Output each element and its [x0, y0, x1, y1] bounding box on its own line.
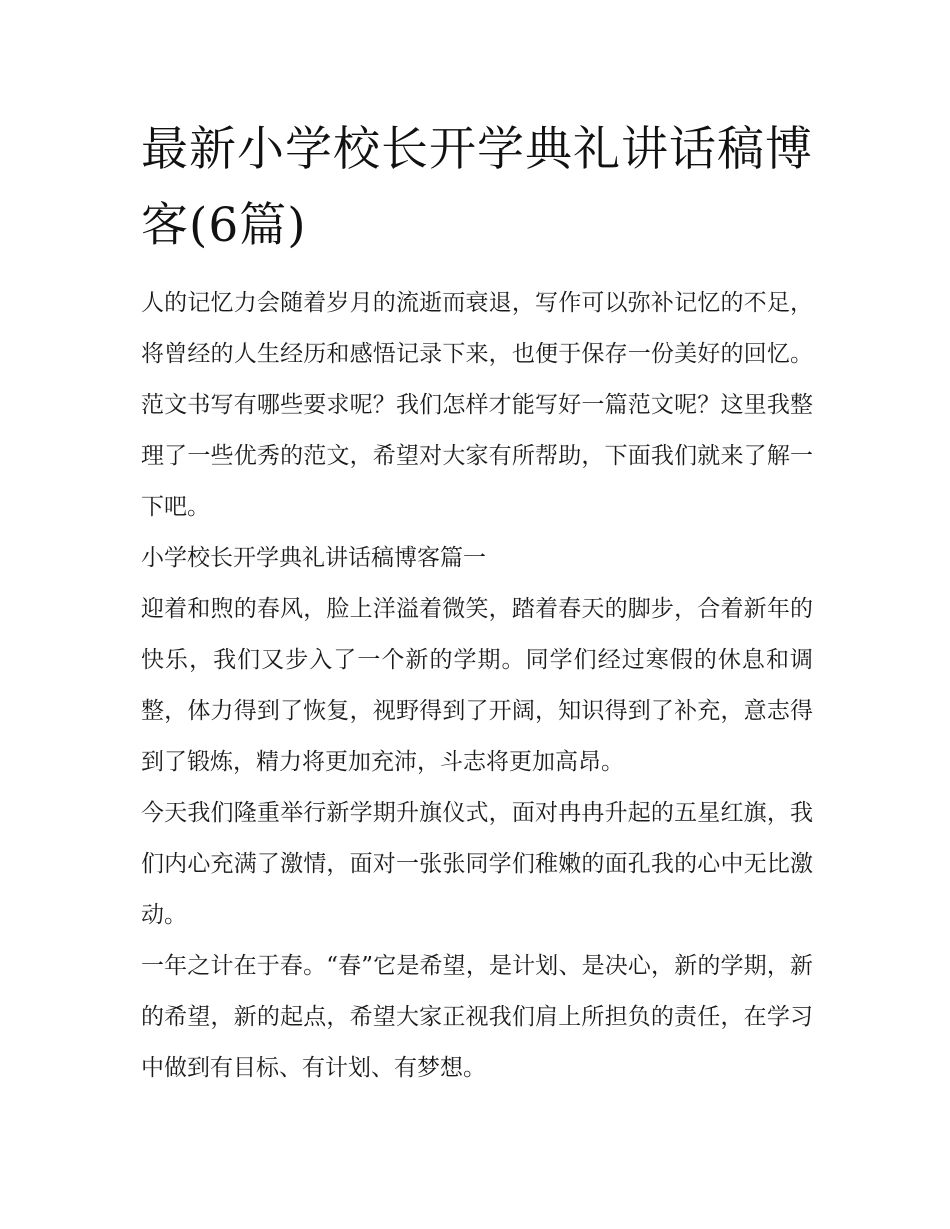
section-heading: 小学校长开学典礼讲话稿博客篇一: [141, 545, 486, 571]
body-paragraph: 迎着和煦的春风，脸上洋溢着微笑，踏着春天的脚步，合着新年的快乐，我们又步入了一个新的学期。同学们经过寒假的休息和调整，体力得到了恢复，视野得到了开阔，知识得到了补充，意志得到了锻炼，精力将更加充沛，斗志将更加高昂。: [141, 596, 813, 775]
document-body: [141, 112, 813, 1094]
document-title: 最新小学校长开学典礼讲话稿博客(6篇): [141, 122, 813, 253]
intro-paragraph: 人的记忆力会随着岁月的流逝而衰退，写作可以弥补记忆的不足，将曾经的人生经历和感悟记录下来，也便于保存一份美好的回忆。范文书写有哪些要求呢？我们怎样才能写好一篇范文呢？这里我整理了一些优秀的范文，希望对大家有所帮助，下面我们就来了解一下吧。: [141, 290, 813, 520]
body-paragraph: 一年之计在于春。“春”它是希望，是计划、是决心，新的学期，新的希望，新的起点，希望大家正视我们肩上所担负的责任，在学习中做到有目标、有计划、有梦想。: [141, 953, 813, 1081]
body-paragraph: 今天我们隆重举行新学期升旗仪式，面对冉冉升起的五星红旗，我们内心充满了激情，面对一张张同学们稚嫩的面孔我的心中无比激动。: [141, 800, 813, 928]
